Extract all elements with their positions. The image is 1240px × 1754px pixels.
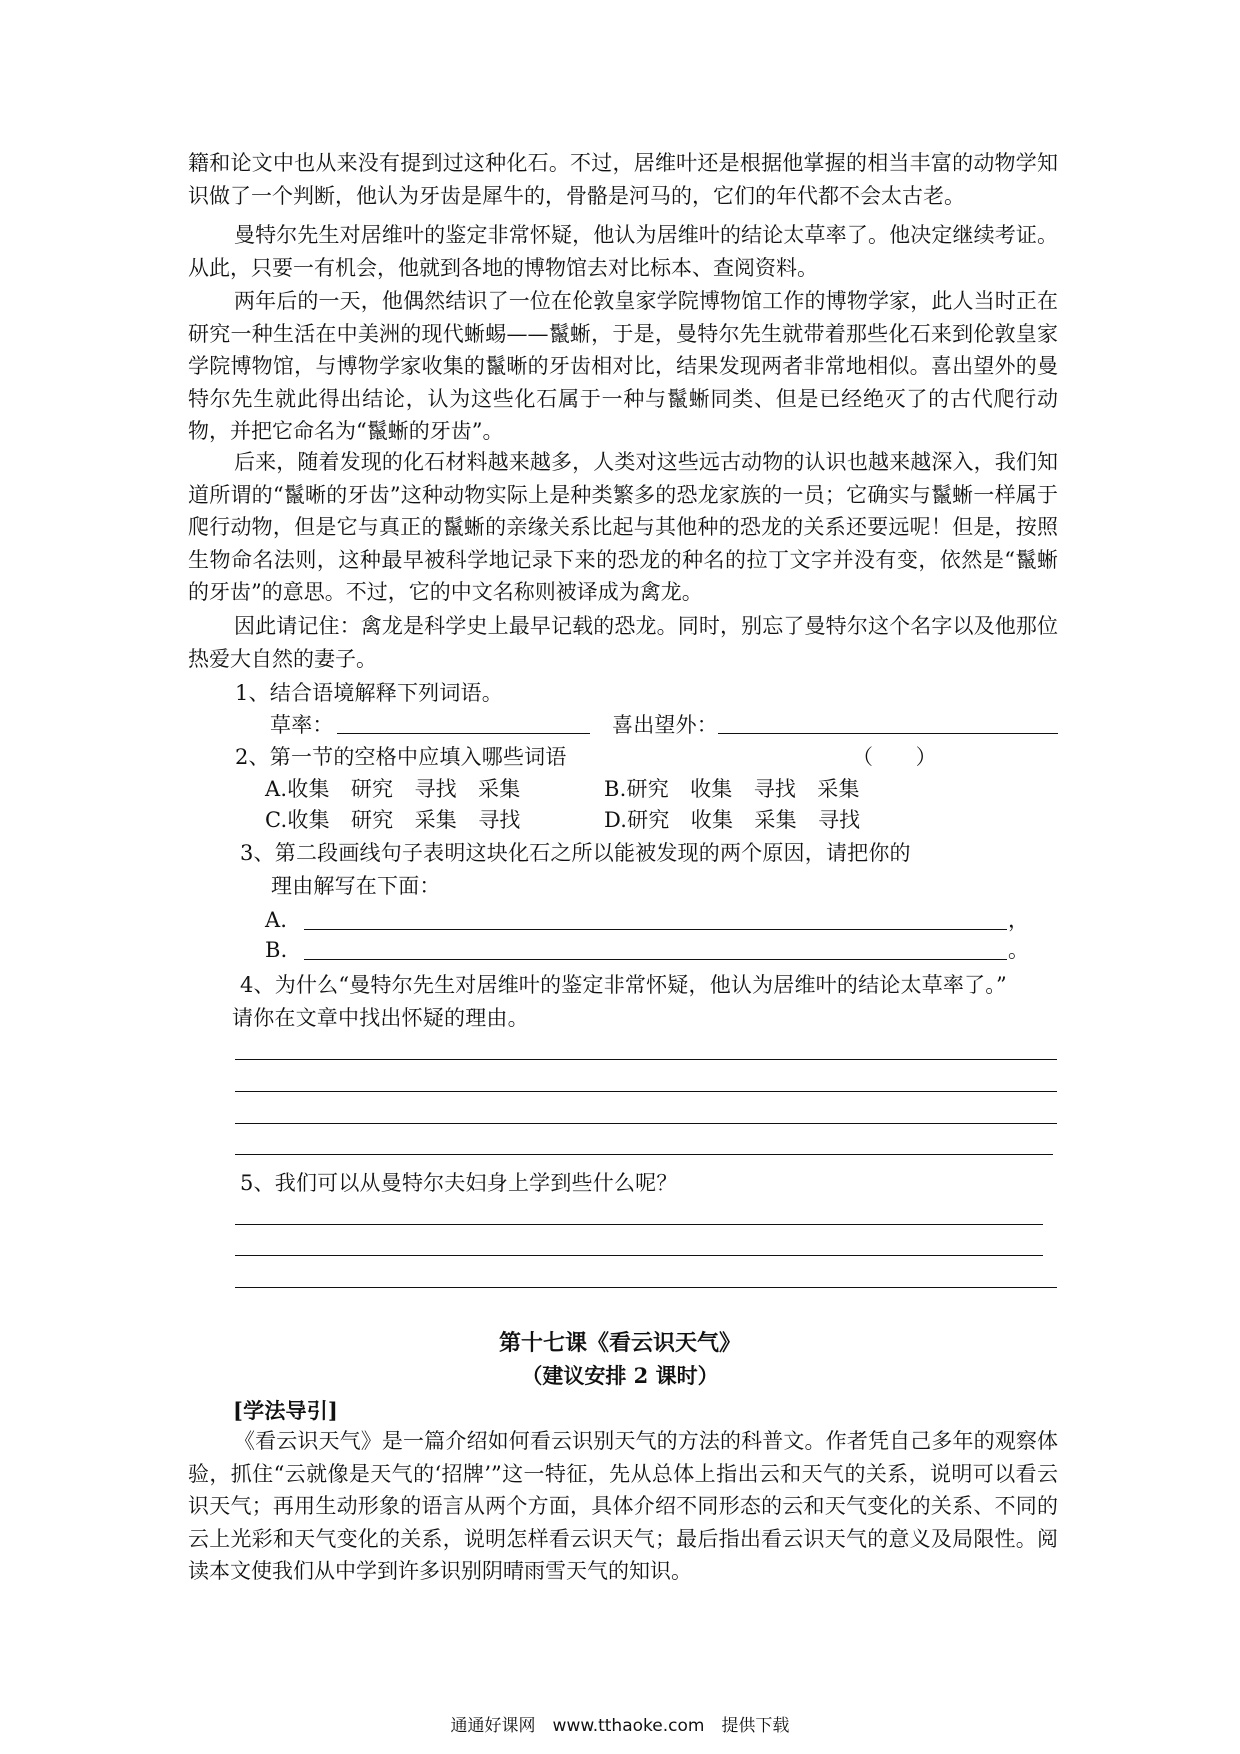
passage-paragraph-3: 两年后的一天，他偶然结识了一位在伦敦皇家学院博物馆工作的博物学家，此人当时正在研究一种生活在中美洲的现代蜥蜴——鬣蜥，于是，曼特尔先生就带着那些化石来到伦敦皇家学院博物馆，与博物学家收集的鬣晰的牙齿相对比，结果发现两者非常地相似。喜出望外的曼特尔先生就此得出结论，认为这些化石属于一种与鬣蜥同类、但是已经绝灭了的古代爬行动物，并把它命名为“鬣蜥的牙齿”。 [188,289,1058,443]
q2-option-c: C.收集 研究 采集 寻找 [265,808,521,832]
q5-answer-line-2[interactable] [235,1255,1043,1256]
q4-answer-line-1[interactable] [235,1059,1057,1060]
q4-answer-line-3[interactable] [235,1123,1057,1124]
page-footer: 通通好课网 www.tthaoke.com 提供下载 [450,1716,790,1736]
question-5: 5、我们可以从曼特尔夫妇身上学到些什么呢？ [240,1171,678,1195]
lesson-title: 第十七课《看云识天气》 [498,1330,741,1356]
q5-answer-line-1[interactable] [235,1224,1043,1225]
q3-label-a: A． [265,908,302,932]
q3-end-b: 。 [1008,938,1030,962]
q2-option-d: D.研究 收集 采集 寻找 [604,808,861,832]
q1-word-label-b: 喜出望外： [612,713,718,737]
question-2: 2、第一节的空格中应填入哪些词语 [235,745,567,769]
q4-answer-line-4[interactable] [235,1154,1053,1155]
q1-answer-line-a[interactable] [337,733,590,734]
question-3-line-2: 理由解写在下面： [271,874,441,898]
q1-word-label-a: 草率： [270,713,334,737]
passage-paragraph-5: 因此请记住：禽龙是科学史上最早记载的恐龙。同时，别忘了曼特尔这个名字以及他那位热爱大自然的妻子。 [188,614,1058,671]
question-4-line-2: 请你在文章中找出怀疑的理由。 [232,1006,529,1030]
passage-paragraph-4: 后来，随着发现的化石材料越来越多，人类对这些远古动物的认识也越来越深入，我们知道所谓的“鬣晰的牙齿”这种动物实际上是种类繁多的恐龙家族的一员；它确实与鬣蜥一样属于爬行动物，但是它与真正的鬣蜥的亲缘关系比起与其他种的恐龙的关系还要远呢！但是，按照生物命名法则，这种最早被科学地记录下来的恐龙的种名的拉丁文字并没有变，依然是“鬣蜥的牙齿”的意思。不过，它的中文名称则被译成为禽龙。 [188,450,1058,604]
question-3-line-1: 3、第二段画线句子表明这块化石之所以能被发现的两个原因，请把你的 [240,841,911,865]
section-heading: [学法导引] [233,1398,339,1423]
lesson-subtitle: （建议安排 2 课时） [521,1363,719,1388]
q3-label-b: B． [265,938,302,962]
q1-answer-line-b[interactable] [718,733,1058,734]
q2-option-b: B.研究 收集 寻找 采集 [604,777,860,801]
passage-paragraph-1: 籍和论文中也从来没有提到过这种化石。不过，居维叶还是根据他掌握的相当丰富的动物学知识做了一个判断，他认为牙齿是犀牛的，骨骼是河马的，它们的年代都不会太古老。 [188,151,1058,208]
q3-end-a: ， [1008,908,1030,932]
q3-answer-line-b[interactable] [304,959,1007,960]
q3-answer-line-a[interactable] [304,929,1007,930]
q2-answer-paren[interactable]: （ ） [852,745,937,769]
passage-paragraph-2: 曼特尔先生对居维叶的鉴定非常怀疑，他认为居维叶的结论太草率了。他决定继续考证。从此，只要一有机会，他就到各地的博物馆去对比标本、查阅资料。 [188,223,1058,280]
q2-option-a: A.收集 研究 寻找 采集 [265,777,521,801]
question-4-line-1: 4、为什么“曼特尔先生对居维叶的鉴定非常怀疑，他认为居维叶的结论太草率了。” [240,973,1007,997]
lesson-intro-paragraph: 《看云识天气》是一篇介绍如何看云识别天气的方法的科普文。作者凭自己多年的观察体验，抓住“云就像是天气的‘招牌’”这一特征，先从总体上指出云和天气的关系，说明可以看云识天气；再用生动形象的语言从两个方面，具体介绍不同形态的云和天气变化的关系、不同的云上光彩和天气变化的关系，说明怎样看云识天气；最后指出看云识天气的意义及局限性。阅读本文使我们从中学到许多识别阴晴雨雪天气的知识。 [188,1429,1058,1583]
q5-answer-line-3[interactable] [235,1287,1057,1288]
q4-answer-line-2[interactable] [235,1091,1057,1092]
question-1: 1、结合语境解释下列词语。 [235,681,503,705]
